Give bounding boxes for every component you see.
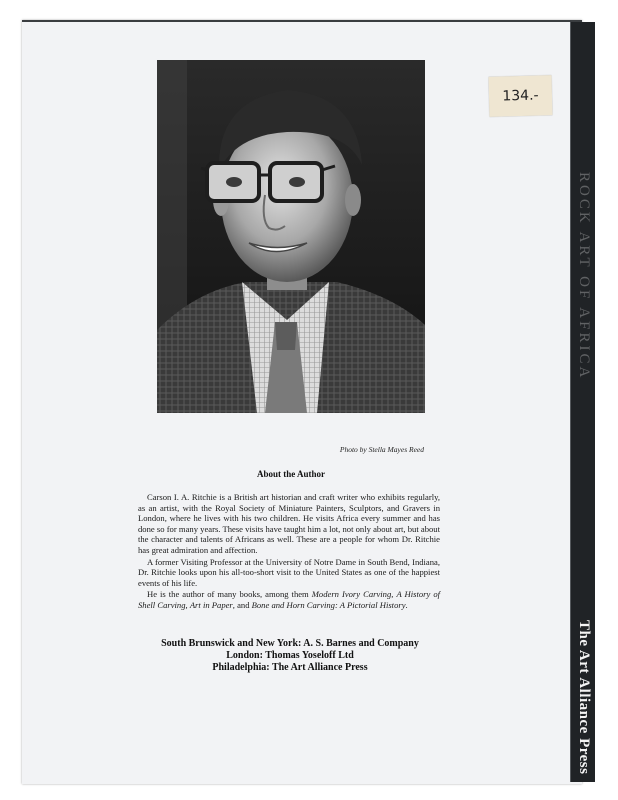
publisher-line: Philadelphia: The Art Alliance Press (212, 662, 368, 673)
book-title: A History of Shell Carving (138, 589, 441, 610)
about-author-heading: About the Author (256, 469, 325, 479)
photo-credit: Photo by Stella Mayes Reed (339, 445, 424, 454)
price-sticker: 134.- (488, 75, 552, 117)
book-title: Modern Ivory Carving (311, 589, 392, 600)
spine-publisher: The Art Alliance Press (576, 620, 592, 775)
title-separator: , (391, 589, 397, 600)
title-separator: , and (232, 599, 252, 610)
bio-paragraph-1: Carson I. A. Ritchie is a British art historian and craft writer who exhibits regularly, as an artist, with the Royal Society of Miniature Painters, Sculptors, and Gravers in London, where he lives with his two children. He visits Africa every summer and has done so for many years. These visits have taught him a lot, not only about art, but about the character and talents of Africans as well. These are a people for whom Dr. Ritchie has great admiration and affection. (138, 492, 440, 555)
sentence-end: . (405, 599, 408, 610)
publisher-imprint (140, 638, 440, 674)
book-spine (570, 22, 595, 782)
bio-paragraph-3 (138, 589, 440, 610)
bio-paragraph-2: A former Visiting Professor at the University of Notre Dame in South Bend, Indiana, Dr. Ritchie looks upon his all-too-short visit to the United States as one of the happiest events of his life. (138, 556, 440, 588)
book-title: Bone and Horn Carving: A Pictorial History (251, 599, 406, 610)
book-title: Art in Paper (189, 599, 233, 610)
spine-title: ROCK ART OF AFRICA (576, 172, 592, 381)
bio-paragraph-3-text: He is the author of many books, among them (147, 589, 312, 600)
author-biography (138, 492, 440, 612)
title-separator: , (185, 599, 190, 610)
author-portrait-illustration (157, 60, 425, 413)
author-portrait-photo (157, 60, 425, 413)
publisher-line: London: Thomas Yoseloff Ltd (226, 650, 354, 661)
publisher-line: South Brunswick and New York: A. S. Barnes and Company (161, 638, 419, 649)
